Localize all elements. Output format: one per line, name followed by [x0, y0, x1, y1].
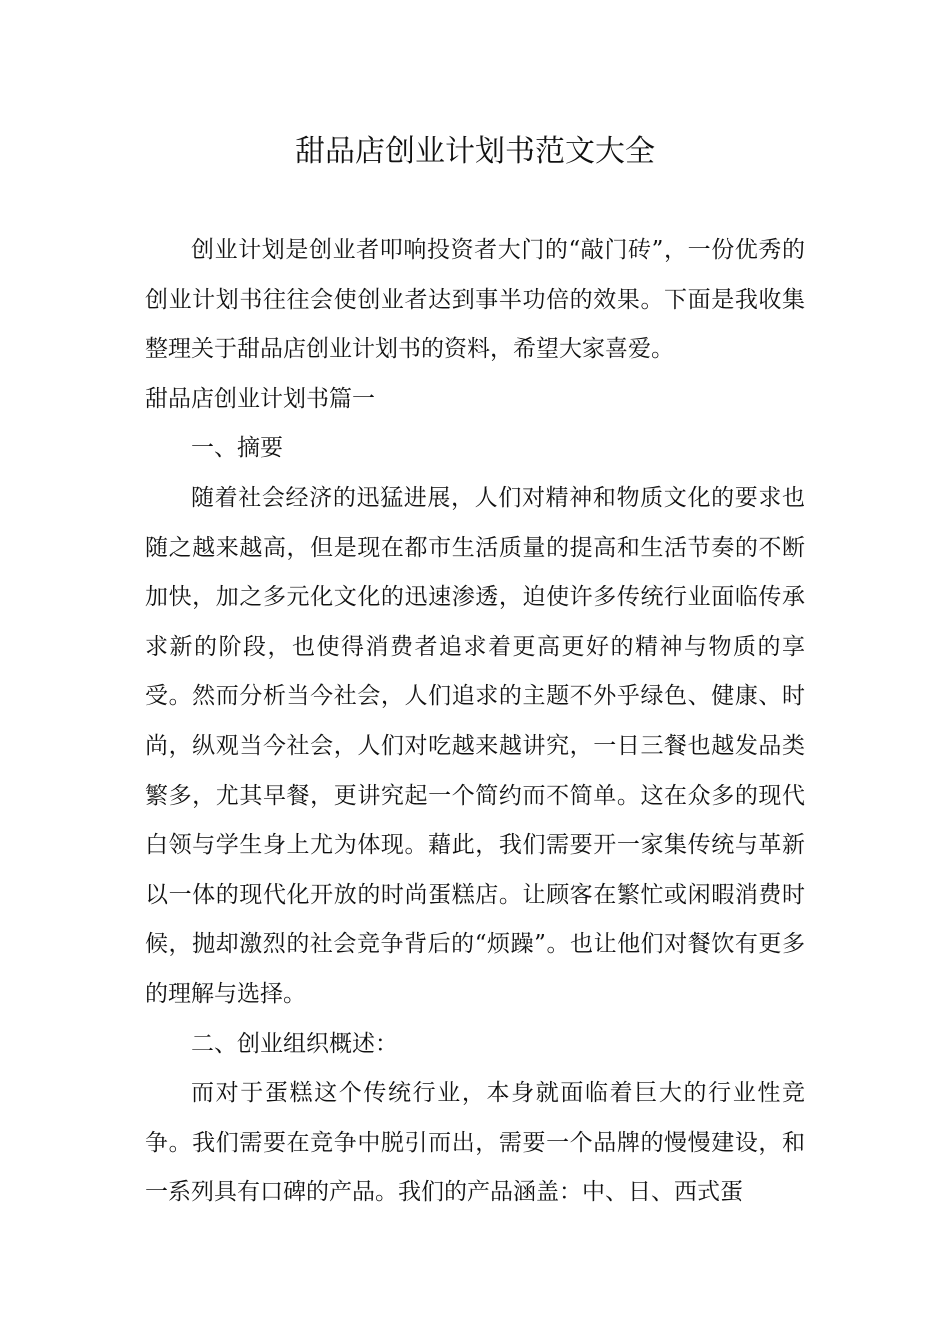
organization-paragraph: 而对于蛋糕这个传统行业，本身就面临着巨大的行业性竞争。我们需要在竞争中脱引而出，需要一个品牌的慢慢建设，和一系列具有口碑的产品。我们的产品涵盖：中、日、西式蛋 — [145, 1080, 805, 1206]
subheading-organization: 二、创业组织概述： — [191, 1030, 398, 1057]
summary-paragraph: 随着社会经济的迅猛进展，人们对精神和物质文化的要求也随之越来越高，但是现在都市生活质量的提高和生活节奏的不断加快，加之多元化文化的迅速渗透，迫使许多传统行业面临传承求新的阶段，也使得消费者追求着更高更好的精神与物质的享受。然而分析当今社会，人们追求的主题不外乎绿色、健康、时尚，纵观当今社会，人们对吃越来越讲究，一日三餐也越发品类繁多，尤其早餐，更讲究起一个简约而不简单。这在众多的现代白领与学生身上尤为体现。藉此，我们需要开一家集传统与革新以一体的现代化开放的时尚蛋糕店。让顾客在繁忙或闲暇消费时候，抛却激烈的社会竞争背后的“烦躁”。也让他们对餐饮有更多的理解与选择。 — [145, 484, 805, 1007]
subheading-summary: 一、摘要 — [191, 435, 283, 462]
document-body — [145, 226, 805, 1218]
intro-paragraph: 创业计划是创业者叩响投资者大门的“敲门砖”，一份优秀的创业计划书往往会使创业者达到事半功倍的效果。下面是我收集整理关于甜品店创业计划书的资料，希望大家喜爱。 — [145, 237, 805, 363]
section-heading-part-one: 甜品店创业计划书篇一 — [145, 385, 375, 412]
document-title: 甜品店创业计划书范文大全 — [295, 134, 655, 169]
